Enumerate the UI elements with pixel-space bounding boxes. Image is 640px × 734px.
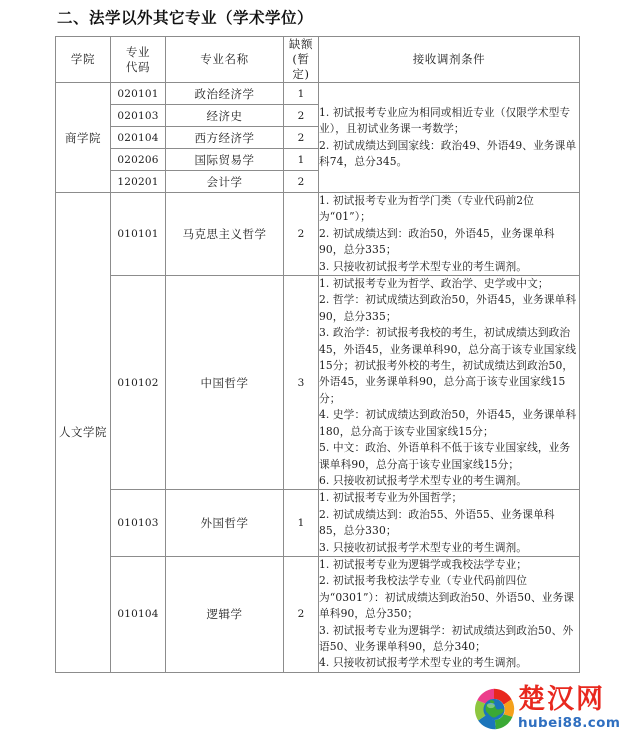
condition-cell xyxy=(319,193,580,276)
condition-cell xyxy=(319,490,580,557)
page-title: 二、法学以外其它专业（学术学位） xyxy=(57,8,314,27)
header-major-code xyxy=(111,37,166,83)
quota-cell: 1 xyxy=(284,490,319,557)
major-code-cell: 010102 xyxy=(111,276,166,490)
condition-line: 1. 初试报考专业为逻辑学或我校法学专业； xyxy=(319,557,528,571)
table-row xyxy=(56,276,580,490)
major-code-cell: 010103 xyxy=(111,490,166,557)
major-code-cell: 120201 xyxy=(111,171,166,193)
major-name-cell: 逻辑学 xyxy=(166,556,284,672)
condition-line: 4. 只接收初试报考学术型专业的考生调剂。 xyxy=(319,656,528,670)
quota-cell: 2 xyxy=(284,171,319,193)
quota-cell: 2 xyxy=(284,105,319,127)
major-name-cell: 马克思主义哲学 xyxy=(166,193,284,276)
watermark-text xyxy=(518,685,640,731)
major-code-cell: 020101 xyxy=(111,83,166,105)
condition-line: 1. 初试报考专业为哲学门类（专业代码前2位为“01”）； xyxy=(319,194,534,224)
header-quota-line2: (暂定) xyxy=(292,52,310,81)
table-row xyxy=(56,556,580,672)
header-quota xyxy=(284,37,319,83)
admission-table-container xyxy=(55,36,579,673)
condition-line: 3. 只接收初试报考学术型专业的考生调剂。 xyxy=(319,540,528,554)
quota-cell: 1 xyxy=(284,149,319,171)
quota-cell: 1 xyxy=(284,83,319,105)
header-college: 学院 xyxy=(56,37,111,83)
major-name-cell: 政治经济学 xyxy=(166,83,284,105)
college-cell: 商学院 xyxy=(56,83,111,193)
condition-cell xyxy=(319,83,580,193)
condition-cell xyxy=(319,276,580,490)
admission-table xyxy=(55,36,580,673)
major-code-cell: 020206 xyxy=(111,149,166,171)
condition-line: 3. 政治学：初试报考我校的考生，初试成绩达到政治45，外语45，业务课单科90，总分高于该专业国家线15分；初试报考外校的考生，初试成绩达到政治50，外语45，业务课单科90，总分高于该专业国家线15分； xyxy=(319,326,577,405)
condition-line: 2. 初试成绩达到：政治55、外语55、业务课单科85，总分330； xyxy=(319,507,555,538)
site-watermark xyxy=(472,684,640,734)
condition-line: 6. 只接收初试报考学术型专业的考生调剂。 xyxy=(319,473,528,487)
major-code-cell: 020104 xyxy=(111,127,166,149)
condition-line: 1. 初试报考专业为外国哲学； xyxy=(319,491,463,505)
major-name-cell: 西方经济学 xyxy=(166,127,284,149)
table-row xyxy=(56,490,580,557)
major-name-cell: 会计学 xyxy=(166,171,284,193)
watermark-cn-label: 楚汉网 xyxy=(518,684,605,715)
globe-logo-icon xyxy=(472,687,516,731)
major-code-cell: 010104 xyxy=(111,556,166,672)
quota-cell: 2 xyxy=(284,127,319,149)
condition-line: 2. 哲学：初试成绩达到政治50，外语45，业务课单科90，总分335； xyxy=(319,293,577,323)
table-body xyxy=(56,83,580,673)
major-name-cell: 外国哲学 xyxy=(166,490,284,557)
condition-line: 2. 初试成绩达到：政治50，外语45，业务课单科90，总分335； xyxy=(319,226,555,257)
header-major-name: 专业名称 xyxy=(166,37,284,83)
condition-line: 2. 初试报考我校法学专业（专业代码前四位为“0301”）：初试成绩达到政治50、外语50、业务课单科90，总分350； xyxy=(319,574,575,621)
quota-cell: 3 xyxy=(284,276,319,490)
table-header xyxy=(56,37,580,83)
header-major-code-line2: 代码 xyxy=(125,59,151,74)
college-cell: 人文学院 xyxy=(56,193,111,673)
table-row xyxy=(56,83,580,105)
major-name-cell: 经济史 xyxy=(166,105,284,127)
condition-line: 5. 中文：政治、外语单科不低于该专业国家线，业务课单科90，总分高于该专业国家线15分； xyxy=(319,441,571,471)
condition-cell xyxy=(319,556,580,672)
condition-line: 3. 只接收初试报考学术型专业的考生调剂。 xyxy=(319,259,528,273)
major-name-cell: 中国哲学 xyxy=(166,276,284,490)
quota-cell: 2 xyxy=(284,193,319,276)
quota-cell: 2 xyxy=(284,556,319,672)
header-quota-line1: 缺额 xyxy=(288,37,314,51)
header-conditions: 接收调剂条件 xyxy=(319,37,580,83)
condition-line: 1. 初试报考专业为哲学、政治学、史学或中文； xyxy=(319,277,549,291)
condition-line: 2. 初试成绩达到国家线：政治49、外语49、业务课单科74，总分345。 xyxy=(319,138,577,168)
header-major-code-line1: 专业 xyxy=(125,44,151,59)
table-header-row xyxy=(56,37,580,83)
condition-line: 1. 初试报考专业应为相同或相近专业（仅限学术型专业），且初试业务课一考数学； xyxy=(319,105,571,136)
major-name-cell: 国际贸易学 xyxy=(166,149,284,171)
watermark-en-label: hubei88.com xyxy=(518,715,621,731)
condition-line: 3. 初试报考专业为逻辑学：初试成绩达到政治50、外语50、业务课单科90，总分340； xyxy=(319,623,574,653)
major-code-cell: 010101 xyxy=(111,193,166,276)
condition-line: 4. 史学：初试成绩达到政治50，外语45，业务课单科180，总分高于该专业国家线15分； xyxy=(319,408,577,438)
major-code-cell: 020103 xyxy=(111,105,166,127)
table-row xyxy=(56,193,580,276)
